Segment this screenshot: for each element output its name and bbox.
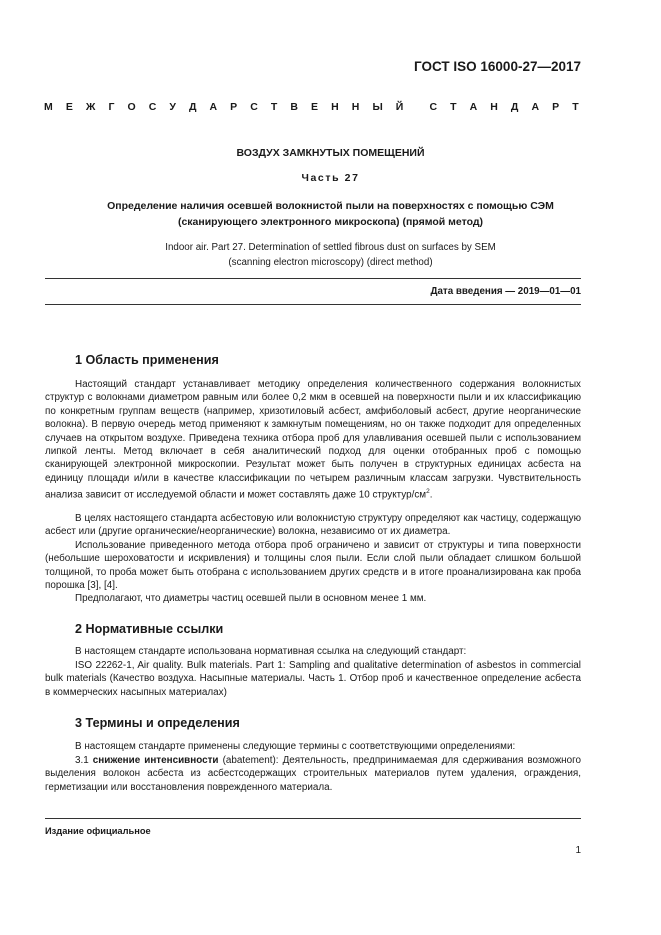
footer-divider	[45, 818, 581, 819]
subtitle-russian-line-1: Определение наличия осевшей волокнистой пыли на поверхностях с помощью СЭМ	[107, 200, 554, 212]
banner-letter: Д	[510, 101, 519, 113]
banner-letter: Н	[331, 101, 339, 113]
banner-letter: Г	[108, 101, 115, 113]
section-1-paragraph-3: Использование приведенного метода отбора проб ограничено и зависит от структуры и типа поверхности (небольшие шероховатости и искривления) и толщины слоя пыли. Если слой пыли обладает слишком большой толщиной, то проба может быть отобрана с использованием других средств и в итоге проанализирована как проба порошка [3], [4].	[45, 540, 581, 592]
banner-letter: Р	[230, 101, 238, 113]
banner-letter: С	[429, 101, 438, 113]
banner-letter: М	[44, 101, 53, 113]
term-name: снижение интенсивности	[92, 755, 219, 766]
section-2-paragraph-2: ISO 22262-1, Air quality. Bulk materials. Part 1: Sampling and qualitative determination of asbestos in commercial bulk materials (Качество воздуха. Насыпные материалы. Часть 1. Отбор проб и качественное определение асбеста в коммерческих насыпных материалах)	[45, 660, 581, 698]
superscript: 2	[426, 488, 430, 496]
section-2-paragraph-1: В настоящем стандарте использована нормативная ссылка на следующий стандарт:	[75, 646, 467, 657]
section-1-paragraph-4: Предполагают, что диаметры частиц осевшей пыли в основном менее 1 мм.	[75, 593, 427, 604]
banner-letter: В	[290, 101, 298, 113]
official-edition-label: Издание официальное	[45, 826, 151, 836]
banner-letter: Е	[65, 101, 73, 113]
interstate-standard-banner	[44, 101, 579, 113]
section-1-paragraph-1-text: Настоящий стандарт устанавливает методику определения количественного содержания волокнистых структур с волокнами диаметром равным или более 0,2 мкм в осевшей на поверхности пыли и их классификацию по конкретным группам веществ (например, хризотиловый асбест, амфиболовый асбест, другие неорганические волокна). В первую очередь метод применяют к замкнутым помещениям, но он также подходит для определенных случаев на открытом воздухе. Приведена техника отбора проб для улавливания осевшей пыли с использованием липкой ленты. Метод включает в себя аналитический подход для оценки отобранных проб с помощью сканирующей электронной микроскопии. Результат может быть получен в структурных единицах асбеста на единицу площади и/или в качестве классификации по четырем различным классам загрузки. Чувствительность анализа зависит от исследуемой области и может составлять даже 10 структур/см	[45, 379, 581, 501]
term-definition-text: (abatement): Деятельность, предпринимаемая для сдерживания возможного выделения волокон асбеста из асбестсодержащих строительных материалов путем удаления, ограждения, герметизации или восстановления поврежденного материала.	[45, 755, 581, 793]
banner-letter: А	[531, 101, 540, 113]
banner-letter: Ж	[85, 101, 96, 113]
document-title: ВОЗДУХ ЗАМКНУТЫХ ПОМЕЩЕНИЙ	[236, 147, 425, 159]
section-1-heading: 1 Область применения	[75, 353, 219, 367]
banner-letter: Т	[450, 101, 457, 113]
section-3-heading: 3 Термины и определения	[75, 716, 240, 730]
date-divider	[45, 304, 581, 305]
banner-letter: А	[209, 101, 218, 113]
banner-letter: Р	[552, 101, 560, 113]
intro-date: Дата введения — 2019—01—01	[430, 286, 581, 297]
banner-letter: Т	[572, 101, 579, 113]
banner-letter: Д	[188, 101, 197, 113]
part-label: Часть 27	[301, 172, 360, 184]
banner-letter: Н	[490, 101, 498, 113]
section-1-paragraph-1-end: .	[429, 489, 433, 501]
banner-letter: Й	[395, 101, 404, 113]
subtitle-english-line-2: (scanning electron microscopy) (direct method)	[228, 257, 433, 268]
banner-letter: Ы	[372, 101, 383, 113]
banner-letter: Е	[311, 101, 319, 113]
top-divider	[45, 278, 581, 279]
subtitle-english	[60, 240, 601, 270]
page-number: 1	[575, 845, 581, 856]
banner-letter: С	[250, 101, 258, 113]
subtitle-russian-line-2: (сканирующего электронного микроскопа) (прямой метод)	[177, 216, 484, 228]
subtitle-english-line-1: Indoor air. Part 27. Determination of settled fibrous dust on surfaces by SEM	[165, 242, 496, 253]
banner-letter: У	[169, 101, 176, 113]
section-1-paragraph-2: В целях настоящего стандарта асбестовую или волокнистую структуру определяют как частицу, содержащую асбест или (другие органические/неорганические) волокна, независимо от их диаметра.	[45, 513, 581, 538]
section-3-paragraph-1: В настоящем стандарте применены следующие термины с соответствующими определениями:	[75, 741, 516, 752]
section-2-heading: 2 Нормативные ссылки	[75, 622, 224, 636]
term-definition-3-1	[45, 754, 581, 794]
standard-code: ГОСТ ISO 16000-27—2017	[414, 59, 581, 74]
term-number: 3.1	[75, 755, 89, 766]
banner-letter: Т	[270, 101, 278, 113]
banner-letter: О	[127, 101, 136, 113]
section-1-paragraph-1	[45, 378, 581, 502]
subtitle-russian	[60, 198, 601, 230]
banner-letter: Н	[351, 101, 360, 113]
banner-letter: С	[148, 101, 157, 113]
banner-letter: А	[469, 101, 478, 113]
